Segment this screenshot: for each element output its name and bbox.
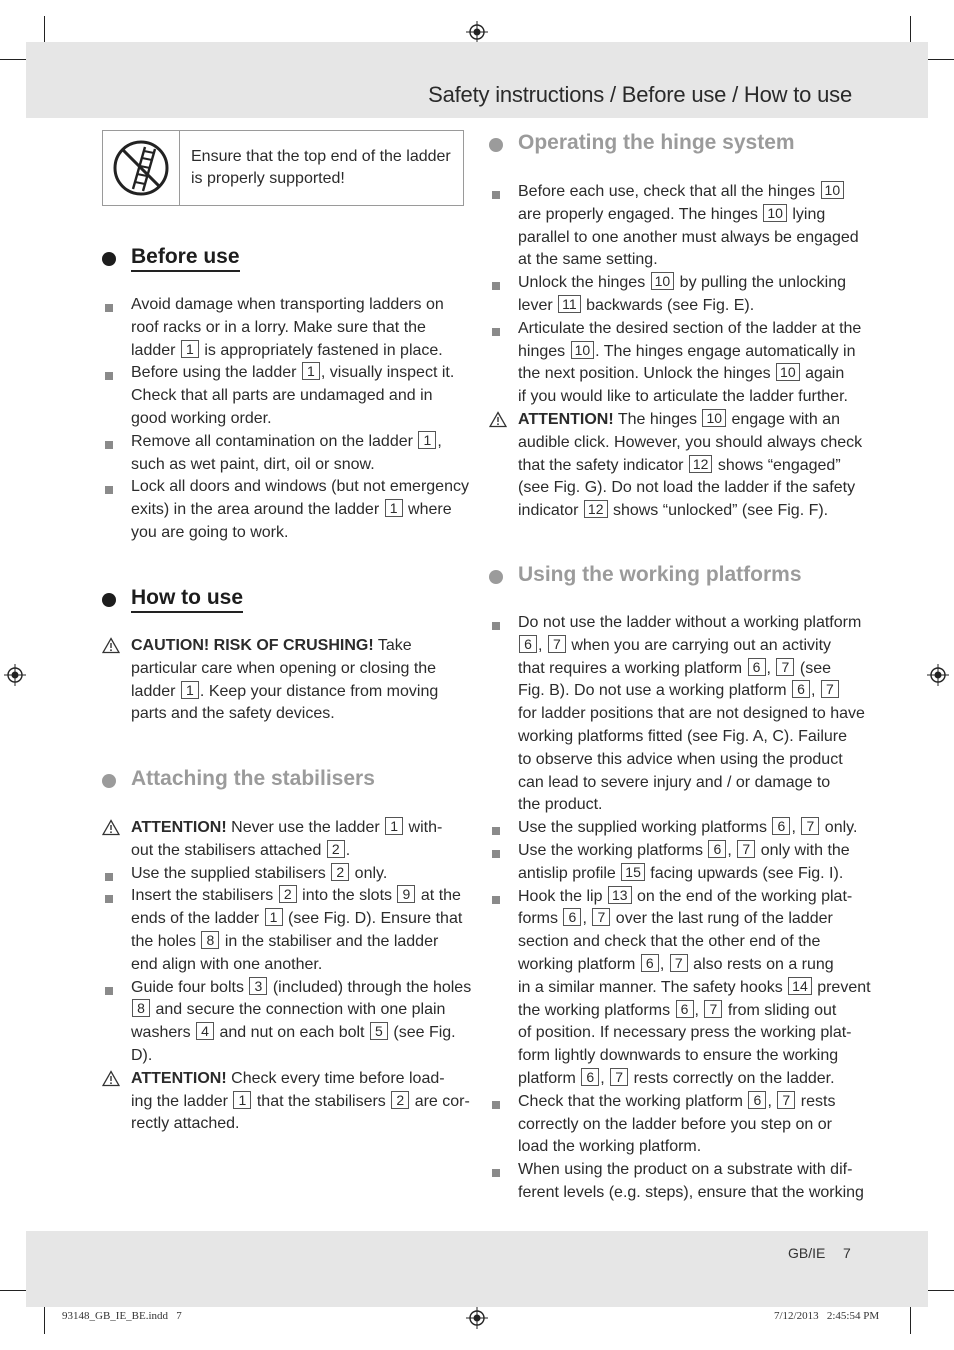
part-reference-number: 13 — [608, 886, 632, 904]
part-reference-number: 1 — [233, 1091, 251, 1109]
list-item — [518, 886, 871, 1091]
part-reference-number: 6 — [708, 840, 726, 858]
part-reference-number: 14 — [788, 977, 812, 995]
part-reference-number: 7 — [801, 817, 819, 835]
text-line: washers 4 and nut on each bolt 5 (see Fig. — [131, 1023, 456, 1042]
footer-band — [26, 1231, 928, 1307]
part-reference-number: 1 — [302, 362, 320, 380]
list-item — [518, 409, 863, 523]
text-line: can lead to severe injury and / or damage to — [518, 773, 831, 791]
text-line: the working platforms 6 , 7 from sliding out — [518, 1000, 837, 1019]
list-item — [131, 635, 467, 726]
part-reference-number: 2 — [279, 885, 297, 903]
crop-mark — [924, 59, 954, 60]
text-line: such as wet paint, dirt, oil or snow. — [131, 455, 375, 473]
heading-text: Operating the hinge system — [518, 131, 795, 154]
text-line: ATTENTION! Check every time before load- — [131, 1069, 445, 1087]
part-reference-number: 12 — [584, 500, 608, 518]
part-reference-number: 1 — [265, 908, 283, 926]
part-reference-number: 9 — [397, 885, 415, 903]
part-reference-number: 6 — [676, 1000, 694, 1018]
bullet-square-icon — [489, 819, 505, 839]
warning-triangle-icon — [102, 819, 118, 839]
text-line: When using the product on a substrate with dif- — [518, 1161, 853, 1179]
text-line: the holes 8 in the stabiliser and the ladder — [131, 931, 439, 950]
crop-mark — [910, 1304, 911, 1334]
part-reference-number: 6 — [772, 817, 790, 835]
text-line: Use the working platforms 6 , 7 only with the — [518, 841, 850, 859]
part-reference-number: 1 — [385, 817, 403, 835]
text-line: Check that the working platform 6 , 7 rests — [518, 1091, 836, 1110]
warning-box-line: Ensure that the top end of the ladder — [191, 148, 451, 165]
list-item — [131, 431, 467, 477]
part-reference-number: 1 — [181, 681, 199, 699]
text-line: ATTENTION! The hinges 10 engage with an — [518, 410, 841, 428]
bullet-square-icon — [489, 842, 505, 862]
text-line: 6 , 7 when you are carrying out an activity — [518, 635, 854, 658]
part-reference-number: 2 — [331, 863, 349, 881]
bullet-square-icon — [489, 274, 505, 294]
text-line: Unlock the hinges 10 by pulling the unlocking — [518, 273, 846, 292]
text-line: Before each use, check that all the hinges 10 — [518, 181, 854, 204]
bullet-square-icon — [489, 1161, 505, 1181]
part-reference-number: 10 — [702, 409, 726, 427]
list-item — [518, 272, 854, 318]
part-reference-number: 6 — [581, 1068, 599, 1086]
text-line: Do not use the ladder without a working platform — [518, 614, 862, 631]
text-line: out the stabilisers attached 2 . — [131, 840, 351, 859]
text-line: Fig. B). Do not use a working platform 6 , 7 — [518, 680, 854, 703]
part-reference-number: 1 — [418, 431, 436, 449]
bullet-square-icon — [489, 614, 505, 634]
heading-bullet — [489, 138, 503, 152]
text-line: section and check that the other end of the — [518, 933, 821, 951]
bullet-square-icon — [102, 296, 118, 316]
heading-bullet — [102, 593, 116, 607]
heading-bullet — [102, 252, 116, 266]
heading-bullet — [102, 774, 116, 788]
part-reference-number: 2 — [391, 1091, 409, 1109]
part-reference-number: 6 — [563, 908, 581, 926]
bullet-square-icon — [102, 433, 118, 453]
text-line: platform 6 , 7 rests correctly on the ladder. — [518, 1068, 835, 1087]
emphasis-label: ATTENTION! — [518, 411, 614, 428]
text-line: indicator 12 shows “unlocked” (see Fig. F). — [518, 501, 829, 520]
part-reference-number: 7 — [821, 680, 839, 698]
text-line: forms 6 , 7 over the last rung of the ladder — [518, 909, 833, 928]
list-item — [518, 181, 859, 272]
list-item — [518, 318, 862, 409]
text-line: correctly on the ladder before you step on or — [518, 1115, 832, 1133]
part-reference-number: 7 — [548, 635, 566, 653]
part-reference-number: 7 — [670, 954, 688, 972]
part-reference-number: 7 — [737, 840, 755, 858]
text-line: if you would like to articulate the ladder further. — [518, 388, 848, 406]
part-reference-number: 6 — [519, 635, 537, 653]
text-line: exits) in the area around the ladder 1 where — [131, 500, 452, 519]
text-line: Insert the stabilisers 2 into the slots 9 at the — [131, 886, 461, 905]
text-line: rectly attached. — [131, 1115, 240, 1133]
part-reference-number: 3 — [249, 977, 267, 995]
part-reference-number: 10 — [651, 272, 675, 290]
warning-triangle-icon — [102, 1070, 118, 1090]
list-item — [131, 1068, 470, 1136]
part-reference-number: 2 — [327, 840, 345, 858]
list-item — [131, 885, 467, 976]
part-reference-number: 10 — [821, 181, 845, 199]
text-line: the product. — [518, 796, 603, 814]
text-line: CAUTION! RISK OF CRUSHING! Take — [131, 637, 412, 654]
text-line: Lock all doors and windows (but not emergency — [131, 478, 469, 496]
list-item — [518, 1091, 854, 1159]
part-reference-number: 7 — [777, 1091, 795, 1109]
text-line: are properly engaged. The hinges 10 lying — [518, 204, 826, 223]
emphasis-label: ATTENTION! — [131, 819, 227, 836]
part-reference-number: 10 — [763, 204, 787, 222]
part-reference-number: 8 — [201, 931, 219, 949]
registration-mark-icon — [466, 1307, 488, 1329]
text-line: form lightly downwards to ensure the working — [518, 1047, 839, 1065]
bullet-square-icon — [102, 865, 118, 885]
text-line: working platform 6 , 7 also rests on a rung — [518, 954, 834, 973]
no-ladder-icon — [112, 139, 170, 197]
text-line: antislip profile 15 facing upwards (see Fig. I). — [518, 863, 844, 882]
part-reference-number: 5 — [370, 1022, 388, 1040]
warning-triangle-icon — [489, 411, 505, 431]
text-line: Use the supplied stabilisers 2 only. — [131, 863, 388, 882]
text-line: in a similar manner. The safety hooks 14 prevent — [518, 977, 871, 996]
text-line: (see Fig. G). Do not load the ladder if the safety — [518, 479, 856, 497]
list-item — [131, 362, 467, 430]
text-line: working platforms fitted (see Fig. A, C). Failure — [518, 727, 847, 745]
text-line: you are going to work. — [131, 523, 289, 541]
registration-mark-icon — [927, 664, 949, 686]
text-line: Guide four bolts 3 (included) through the holes — [131, 977, 472, 996]
registration-mark-icon — [4, 664, 26, 686]
bullet-square-icon — [102, 478, 118, 498]
text-line: ing the ladder 1 that the stabilisers 2 are cor- — [131, 1091, 470, 1110]
part-reference-number: 6 — [748, 1091, 766, 1109]
text-line: at the same setting. — [518, 251, 658, 269]
bullet-square-icon — [489, 183, 505, 203]
text-line: 8 and secure the connection with one plain — [131, 999, 467, 1022]
text-line: lever 11 backwards (see Fig. E). — [518, 295, 755, 314]
crop-mark — [44, 1304, 45, 1334]
part-reference-number: 7 — [704, 1000, 722, 1018]
list-item — [131, 817, 467, 863]
page-title: Safety instructions / Before use / How to use — [428, 82, 852, 107]
bullet-square-icon — [489, 888, 505, 908]
text-line: of position. If necessary press the working plat- — [518, 1024, 852, 1042]
bullet-square-icon — [102, 979, 118, 999]
warning-box — [102, 130, 464, 206]
text-line: for ladder positions that are not designed to have — [518, 705, 865, 723]
text-line: load the working platform. — [518, 1138, 702, 1156]
part-reference-number: 10 — [776, 363, 800, 381]
bullet-square-icon — [102, 887, 118, 907]
text-line: ladder 1 . Keep your distance from moving — [131, 681, 439, 700]
part-reference-number: 6 — [792, 680, 810, 698]
text-line: parallel to one another must always be engaged — [518, 228, 859, 246]
text-line: parts and the safety devices. — [131, 705, 335, 723]
emphasis-label: CAUTION! RISK OF CRUSHING! — [131, 637, 374, 654]
text-line: that requires a working platform 6 , 7 (see — [518, 658, 832, 677]
warning-box-line: is properly supported! — [191, 170, 345, 187]
list-item — [518, 1159, 864, 1205]
part-reference-number: 7 — [776, 658, 794, 676]
list-item — [131, 863, 467, 886]
text-line: the next position. Unlock the hinges 10 again — [518, 364, 845, 383]
text-line: ferent levels (e.g. steps), ensure that the working — [518, 1183, 864, 1201]
warning-triangle-icon — [102, 637, 118, 657]
emphasis-label: ATTENTION! — [131, 1069, 227, 1087]
text-line: Use the supplied working platforms 6 , 7 only. — [518, 818, 858, 837]
text-line: end align with one another. — [131, 955, 323, 973]
heading-text: Attaching the stabilisers — [131, 767, 375, 790]
part-reference-number: 7 — [610, 1068, 628, 1086]
part-reference-number: 6 — [748, 658, 766, 676]
bullet-square-icon — [489, 1093, 505, 1113]
part-reference-number: 11 — [558, 295, 581, 313]
part-reference-number: 1 — [385, 499, 403, 517]
heading-text: How to use — [131, 587, 243, 613]
text-line: Remove all contamination on the ladder 1 , — [131, 431, 442, 450]
part-reference-number: 10 — [571, 341, 595, 359]
footer-lang: GB/IE — [788, 1245, 826, 1261]
warning-box-text — [191, 146, 461, 190]
part-reference-number: 7 — [592, 908, 610, 926]
text-line: Check that all parts are undamaged and in — [131, 387, 433, 405]
part-reference-number: 12 — [689, 455, 713, 473]
heading-text: Before use — [131, 246, 240, 272]
page-number: 7 — [843, 1245, 851, 1261]
part-reference-number: 15 — [621, 863, 645, 881]
list-item — [518, 612, 865, 817]
text-line: hinges 10 . The hinges engage automatically in — [518, 341, 856, 360]
part-reference-number: 4 — [196, 1022, 214, 1040]
heading-text: Using the working platforms — [518, 563, 802, 586]
text-line: ATTENTION! Never use the ladder 1 with- — [131, 818, 443, 836]
text-line: Before using the ladder 1 , visually inspect it. — [131, 363, 455, 382]
text-line: ends of the ladder 1 (see Fig. D). Ensure that — [131, 909, 463, 928]
text-line: to observe this advice when using the product — [518, 750, 843, 768]
heading-bullet — [489, 570, 503, 584]
text-line: ladder 1 is appropriately fastened in place. — [131, 340, 443, 359]
text-line: Avoid damage when transporting ladders on — [131, 296, 444, 313]
warning-icon-cell — [103, 131, 180, 205]
bullet-square-icon — [102, 364, 118, 384]
text-line: roof racks or in a lorry. Make sure that the — [131, 318, 426, 336]
list-item — [131, 294, 467, 362]
text-line: D). — [131, 1046, 153, 1064]
text-line: Hook the lip 13 on the end of the working plat- — [518, 886, 853, 905]
slug-file: 93148_GB_IE_BE.indd 7 — [62, 1310, 182, 1322]
text-line: audible click. However, you should always check — [518, 433, 863, 451]
text-line: good working order. — [131, 409, 272, 427]
list-item — [518, 817, 858, 840]
part-reference-number: 6 — [641, 954, 659, 972]
text-line: Articulate the desired section of the ladder at the — [518, 319, 862, 337]
list-item — [131, 476, 467, 544]
registration-mark-icon — [466, 21, 488, 43]
slug-date: 7/12/2013 2:45:54 PM — [774, 1310, 880, 1322]
list-item — [131, 977, 472, 1068]
crop-mark — [924, 1290, 954, 1291]
part-reference-number: 8 — [132, 999, 150, 1017]
list-item — [518, 840, 854, 886]
text-line: that the safety indicator 12 shows “engaged” — [518, 455, 841, 474]
bullet-square-icon — [489, 320, 505, 340]
text-line: particular care when opening or closing the — [131, 659, 437, 677]
part-reference-number: 1 — [181, 340, 199, 358]
